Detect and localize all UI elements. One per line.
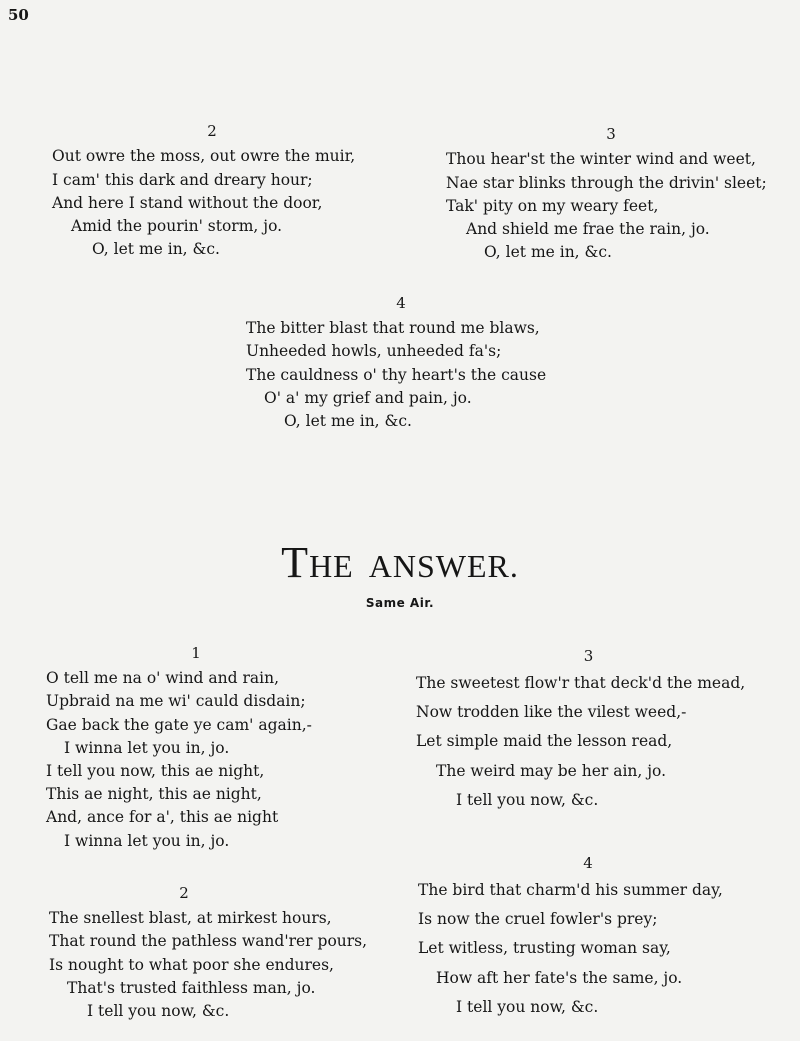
stanza-line: O, let me in, &c.: [284, 412, 412, 431]
stanza-line: Now trodden like the vilest weed,-: [416, 703, 687, 722]
stanza-line: The sweetest flow'r that deck'd the mead,: [416, 674, 746, 692]
stanza-line: I cam' this dark and dreary hour;: [52, 170, 313, 189]
stanza-line: I tell you now, &c.: [456, 790, 599, 809]
stanza-top-4: [246, 292, 576, 433]
stanza-line: The cauldness o' thy heart's the cause: [246, 365, 547, 384]
page-number: 50: [8, 6, 29, 24]
stanza-line: The weird may be her ain, jo.: [436, 761, 667, 780]
stanza-line: I winna let you in, jo.: [64, 831, 230, 850]
stanza-line: Gae back the gate ye cam' again,-: [46, 715, 312, 734]
stanza-answer-2: [49, 882, 394, 1023]
stanza-line: And shield me frae the rain, jo.: [466, 220, 710, 239]
stanza-line: O, let me in, &c.: [484, 243, 612, 262]
stanza-line: The bitter blast that round me blaws,: [246, 319, 540, 338]
stanza-line: O' a' my grief and pain, jo.: [264, 388, 472, 407]
stanza-number: 4: [583, 854, 593, 872]
stanza-line: Upbraid na me wi' cauld disdain;: [46, 692, 306, 711]
stanza-number: 3: [583, 647, 594, 665]
stanza-line: And, ance for a', this ae night: [46, 808, 279, 827]
title-word-rest: HE: [309, 548, 354, 584]
stanza-answer-4: [418, 852, 778, 1022]
stanza-number: 2: [179, 884, 189, 902]
stanza-line: Amid the pourin' storm, jo.: [71, 217, 283, 236]
stanza-line: Is nought to what poor she endures,: [49, 955, 334, 974]
stanza-line: The bird that charm'd his summer day,: [418, 881, 723, 899]
stanza-top-2: [52, 120, 392, 262]
stanza-line: The snellest blast, at mirkest hours,: [49, 909, 332, 928]
stanza-line: Let witless, trusting woman say,: [418, 939, 671, 958]
stanza-line: That round the pathless wand'rer pours,: [49, 932, 368, 951]
stanza-line: And here I stand without the door,: [52, 193, 323, 212]
stanza-top-3: [446, 123, 791, 265]
stanza-number: 4: [396, 294, 406, 312]
stanza-line: O tell me na o' wind and rain,: [46, 669, 279, 688]
stanza-line: I winna let you in, jo.: [64, 738, 230, 757]
stanza-line: I tell you now, &c.: [456, 997, 599, 1016]
stanza-answer-3: [416, 645, 786, 815]
title-second-word: ANSWER.: [368, 548, 519, 584]
poem-title: [0, 537, 800, 588]
stanza-line: Tak' pity on my weary feet,: [446, 196, 659, 215]
stanza-line: I tell you now, &c.: [87, 1002, 230, 1021]
stanza-line: Thou hear'st the winter wind and weet,: [446, 150, 756, 169]
stanza-number: 1: [191, 644, 201, 662]
stanza-line: O, let me in, &c.: [92, 240, 220, 259]
stanza-line: How aft her fate's the same, jo.: [436, 968, 683, 987]
stanza-line: Nae star blinks through the drivin' sleet;: [446, 173, 767, 192]
poem-subtitle: Same Air.: [365, 596, 435, 610]
stanza-line: That's trusted faithless man, jo.: [67, 978, 316, 997]
stanza-line: Let simple maid the lesson read,: [416, 732, 673, 751]
stanza-line: I tell you now, this ae night,: [46, 762, 265, 781]
stanza-line: Unheeded howls, unheeded fa's;: [246, 342, 502, 361]
stanza-line: Is now the cruel fowler's prey;: [418, 910, 658, 929]
stanza-number: 2: [207, 122, 217, 140]
stanza-line: Out owre the moss, out owre the muir,: [52, 147, 356, 166]
title-initial: T: [281, 538, 310, 587]
stanza-number: 3: [606, 125, 616, 143]
stanza-line: This ae night, this ae night,: [46, 785, 262, 804]
stanza-answer-1: [46, 642, 386, 853]
